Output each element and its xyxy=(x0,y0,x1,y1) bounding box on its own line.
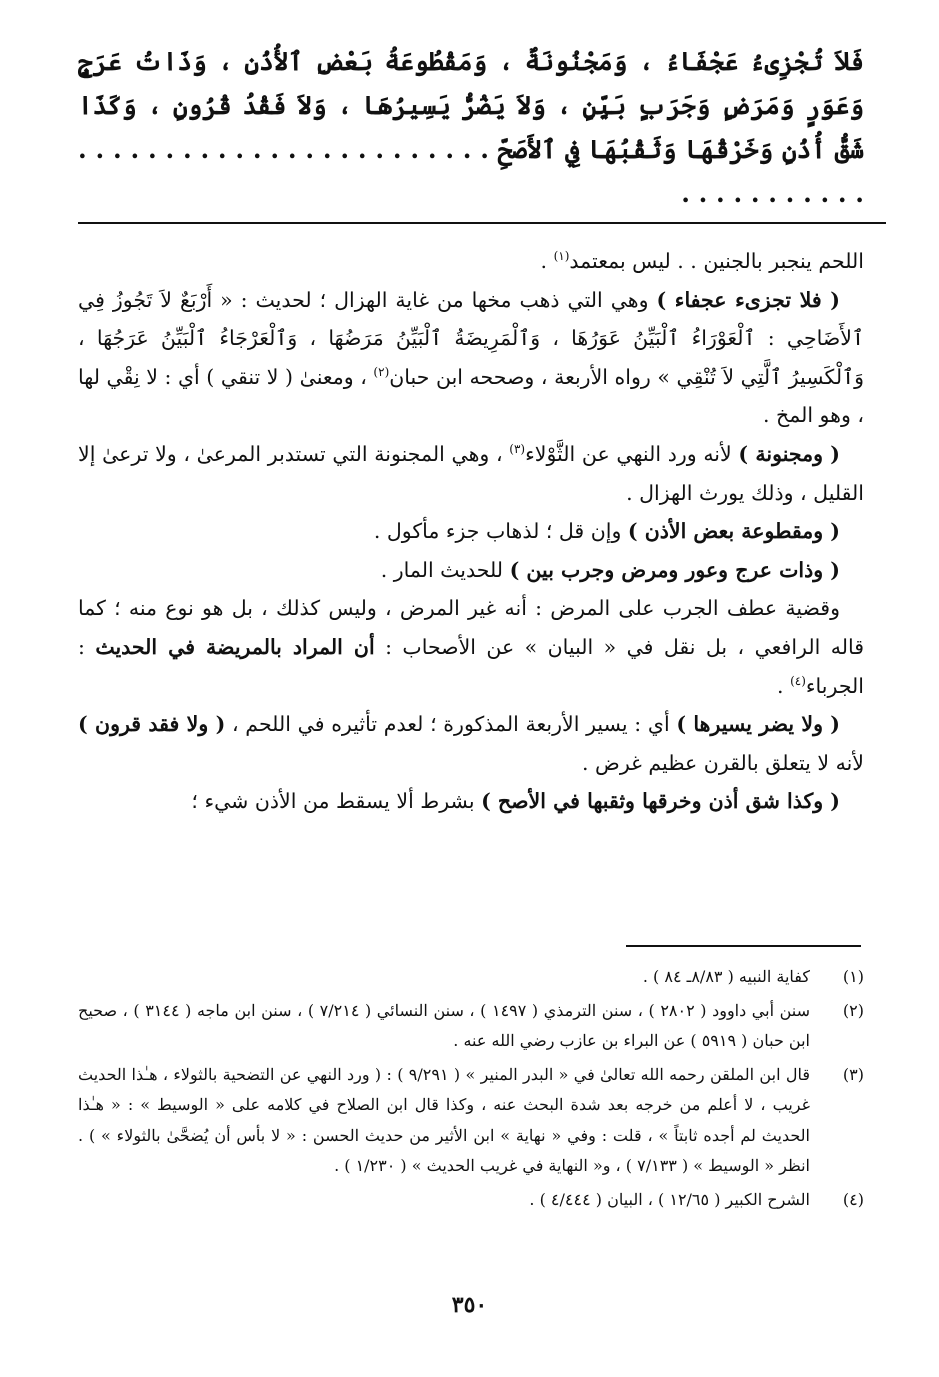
footnote xyxy=(78,996,864,1057)
page-number: ٣٥٠ xyxy=(451,1292,488,1318)
lemma: ( ومقطوعة بعض الأذن ) xyxy=(627,519,840,544)
commentary xyxy=(78,242,864,821)
footnote-number: (٣) xyxy=(842,1064,864,1084)
footnote-text: سنن أبي داوود ( ٢٨٠٢ ) ، سنن الترمذي ( ١٤٩٧ ) ، سنن النسائي ( ٧/٢١٤ ) ، سنن ابن ماجه ( ٣١٤٤ ) ، صحيح ابن حبان ( ٥٩١٩ ) عن البراء بن عازب رضي الله عنه . xyxy=(78,1000,811,1050)
commentary-paragraph: وقضية عطف الجرب على المرض : أنه غير المرض ، وليس كذلك ، بل هو نوع منه ؛ كما قاله الرافعي ، بل نقل في « البيان » عن الأصحاب : أن المراد بالمريضة في الحديث : الجرباء$^{(٤)}$ . xyxy=(78,596,864,698)
commentary-paragraph: ( فلا تجزىء عجفاء ) وهي التي ذهب مخها من غاية الهزال ؛ لحديث : « أَرْبَعٌ لاَ تَجُوزُ فِي ٱلأَضَاحِي : ٱلْعَوْرَاءُ ٱلْبَيِّنُ عَوَرُهَا ، وَٱلْمَرِيضَةُ ٱلْبَيِّنُ مَرَضُهَا ، وَٱلْعَرْجَاءُ ٱلْبَيِّنُ عَرَجُهَا ، وَٱلْكَسِيرُ ٱلَّتِي لاَ تُنْقِي » رواه الأربعة ، وصححه ابن حبان$^{(٢)}$ ، ومعنىٰ ( لا تنقي ) أي : لا نِقْي لها ، وهو المخ . xyxy=(78,287,864,428)
main-text-divider xyxy=(78,222,886,224)
lemma: ( وكذا شق أذن وخرقها وثقبها في الأصح ) xyxy=(481,789,840,814)
footnote xyxy=(78,1185,864,1216)
commentary-paragraph: اللحم ينجبر بالجنين . . ليس بمعتمد$^{(١)}$ . xyxy=(540,249,864,273)
footnote-text: كفاية النبيه ( ٨/٨٣ـ ٨٤ ) . xyxy=(642,967,810,986)
lemma: ( فلا تجزىء عجفاء ) xyxy=(656,287,840,312)
commentary-paragraph: ( ولا يضر يسيرها ) أي : يسير الأربعة المذكورة ؛ لعدم تأثيره في اللحم ، ( ولا فقد قرون ) لأنه لا يتعلق بالقرن عظيم غرض . xyxy=(78,712,864,775)
footnote-text: الشرح الكبير ( ١٢/٦٥ ) ، البيان ( ٤/٤٤٤ ) . xyxy=(529,1189,810,1209)
footnotes xyxy=(78,962,864,1218)
footnote xyxy=(78,1060,864,1182)
commentary-paragraph: ( ومقطوعة بعض الأذن ) وإن قل ؛ لذهاب جزء مأكول . xyxy=(373,519,840,544)
footnote-number: (٢) xyxy=(842,1000,864,1020)
lemma: ( ولا فقد قرون ) xyxy=(78,712,226,737)
footnote-number: (١) xyxy=(842,967,864,986)
footnote-ref[interactable]: (٣) xyxy=(509,442,526,457)
emphasis: أن المراد بالمريضة في الحديث xyxy=(95,634,375,659)
main-text: فَلاَ تُجْزِىءُ عَجْفَاءُ ، وَمَجْنُونَةٌ ، وَمَقْطُوعَةُ بَعْضِ ٱلأُذُنِ ، وَذَاتُ عَرَجٍ وَعَوَرٍ وَمَرَضٍ وَجَرَبٍ بَيِّنٍ ، وَلاَ يَضُرُّ يَسِيرُهَا ، وَلاَ فَقْدُ قُرُونٍ ، وَكَذَا شَقُّ أُذُنٍ وَخَرْقُهَا وَثَقْبُهَا فِي ٱلأَصَحِّ . . . . . . . . . . . . . . . . . . . . . . . . . . . . . . . . . . . xyxy=(78,47,864,208)
lemma: ( ومجنونة ) xyxy=(738,441,840,466)
footnote xyxy=(78,962,864,993)
footnote-ref[interactable]: (٢) xyxy=(373,364,390,379)
footnote-number: (٤) xyxy=(842,1189,864,1209)
footnote-text: قال ابن الملقن رحمه الله تعالىٰ في « البدر المنير » ( ٩/٢٩١ ) : ( ورد النهي عن التضحية بالثولاء ، هـٰذا الحديث غريب ، لا أعلم من خرجه بعد شدة البحث عنه ، وكذا قال ابن الصلاح في كلامه على « الوسيط » : « هـٰذا الحديث لم أجده ثابتاً » ، قلت : وفي « نهاية » ابن الأثير من حديث الحسن : « لا بأس أن يُضحَّىٰ بالثولاء » ) . انظر « الوسيط » ( ٧/١٣٣ ) ، و« النهاية في غريب الحديث » ( ١/٢٣٠ ) . xyxy=(78,1064,811,1175)
footnote-ref[interactable]: (٤) xyxy=(790,673,806,688)
commentary-paragraph: ( ومجنونة ) لأنه ورد النهي عن الثَّوْلاء$^{(٣)}$ ، وهي المجنونة التي تستدبر المرعىٰ ، ولا ترعىٰ إلا القليل ، وذلك يورث الهزال . xyxy=(78,441,864,505)
lemma: ( وذات عرج وعور ومرض وجرب بين ) xyxy=(509,557,840,582)
lemma: ( ولا يضر يسيرها ) xyxy=(676,712,840,737)
commentary-paragraph: ( وكذا شق أذن وخرقها وثقبها في الأصح ) بشرط ألا يسقط من الأذن شيء ؛ xyxy=(191,789,840,814)
commentary-paragraph: ( وذات عرج وعور ومرض وجرب بين ) للحديث المار . xyxy=(380,557,840,582)
footnote-divider xyxy=(626,945,861,947)
footnote-ref[interactable]: (١) xyxy=(553,249,570,264)
